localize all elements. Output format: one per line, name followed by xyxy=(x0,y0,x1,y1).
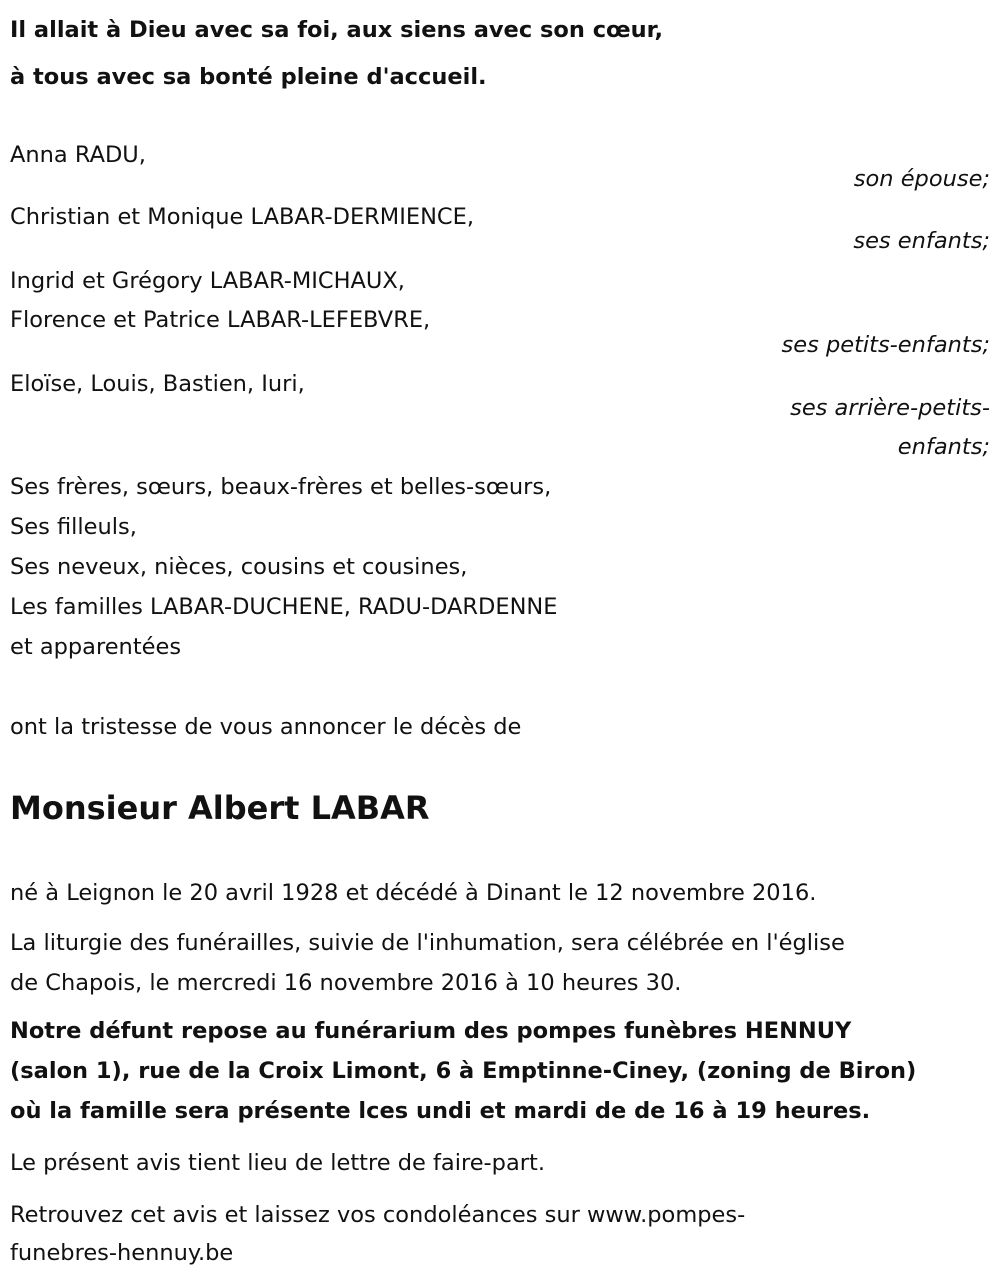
funerarium-line: où la famille sera présente lces undi et mardi de de 16 à 19 heures. xyxy=(10,1098,871,1124)
children-role: ses enfants; xyxy=(853,228,990,254)
funerarium-line: Notre défunt repose au funérarium des pompes funèbres HENNUY xyxy=(10,1018,852,1044)
epigraph-line: Il allait à Dieu avec sa foi, aux siens avec son cœur, xyxy=(10,17,664,43)
grandchildren-role: ses petits-enfants; xyxy=(781,332,990,358)
grandchildren-names: Ingrid et Grégory LABAR-MICHAUX, xyxy=(10,268,405,294)
spouse-name: Anna RADU, xyxy=(10,142,146,168)
great-grandchildren-role: enfants; xyxy=(897,434,990,460)
birth-death: né à Leignon le 20 avril 1928 et décédé à Dinant le 12 novembre 2016. xyxy=(10,880,817,906)
relatives-line: Ses frères, sœurs, beaux-frères et belles-sœurs, xyxy=(10,474,552,500)
great-grandchildren-names: Eloïse, Louis, Bastien, Iuri, xyxy=(10,371,305,397)
spouse-role: son épouse; xyxy=(853,166,990,192)
relatives-line: et apparentées xyxy=(10,634,182,660)
announcement: ont la tristesse de vous annoncer le décès de xyxy=(10,714,522,740)
funerarium-line: (salon 1), rue de la Croix Limont, 6 à Emptinne-Ciney, (zoning de Biron) xyxy=(10,1058,917,1084)
children-names: Christian et Monique LABAR-DERMIENCE, xyxy=(10,204,474,230)
relatives-line: Les familles LABAR-DUCHENE, RADU-DARDENNE xyxy=(10,594,558,620)
relatives-line: Ses neveux, nièces, cousins et cousines, xyxy=(10,554,468,580)
grandchildren-names: Florence et Patrice LABAR-LEFEBVRE, xyxy=(10,307,431,333)
relatives-line: Ses filleuls, xyxy=(10,514,137,540)
great-grandchildren-role: ses arrière-petits- xyxy=(790,395,990,421)
liturgy-line: La liturgie des funérailles, suivie de l'inhumation, sera célébrée en l'église xyxy=(10,930,845,956)
condolences-link[interactable]: funebres-hennuy.be xyxy=(10,1240,234,1266)
deceased-name: Monsieur Albert LABAR xyxy=(10,789,430,827)
condolences-line: Retrouvez cet avis et laissez vos condoléances sur www.pompes- xyxy=(10,1202,746,1228)
notice: Le présent avis tient lieu de lettre de faire-part. xyxy=(10,1150,545,1176)
epigraph-line: à tous avec sa bonté pleine d'accueil. xyxy=(10,64,487,90)
liturgy-line: de Chapois, le mercredi 16 novembre 2016 à 10 heures 30. xyxy=(10,970,682,996)
